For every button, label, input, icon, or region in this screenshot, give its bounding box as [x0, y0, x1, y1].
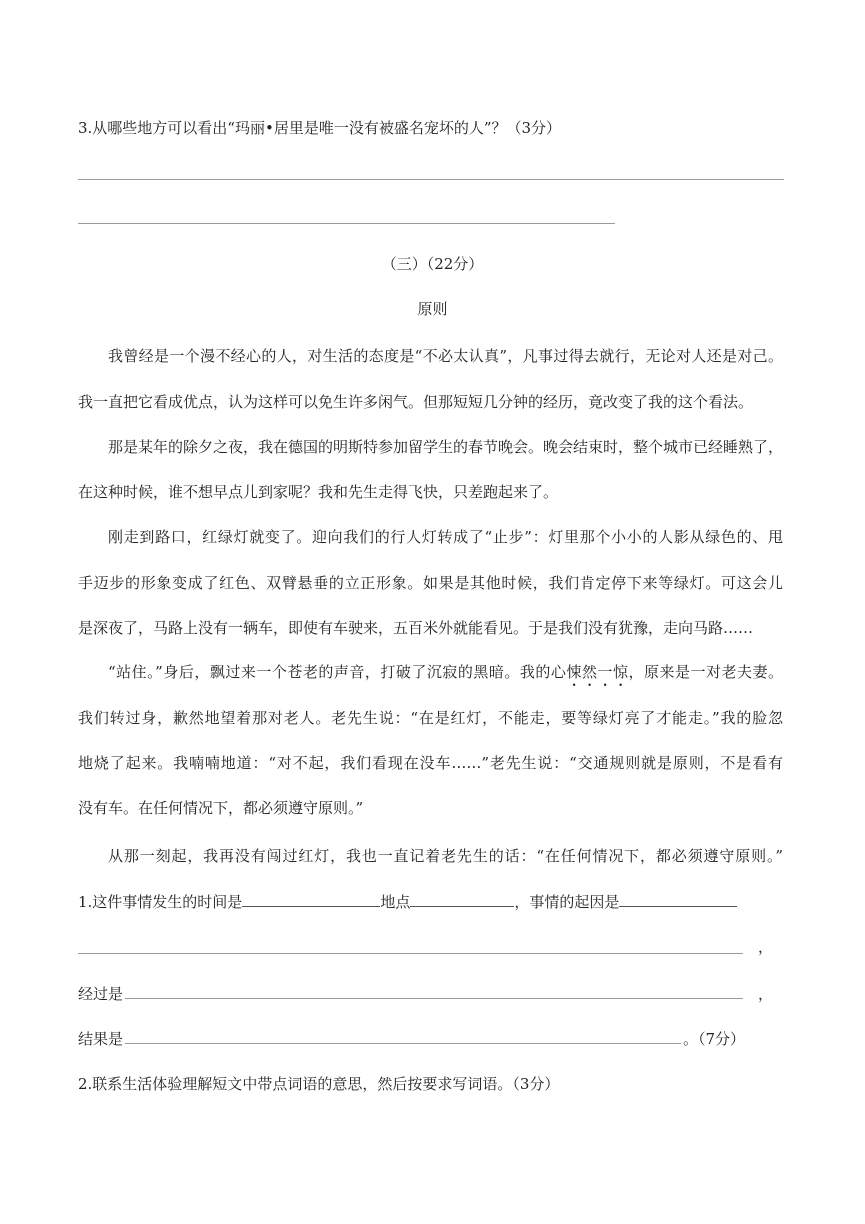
process-label: 经过是 — [78, 985, 124, 1003]
time-answer-blank[interactable] — [242, 891, 380, 907]
line-text-after: ，原来是一对老夫妻。 — [628, 663, 783, 681]
line-text-before: “站住。”身后，飘过来一个苍老的声音，打破了沉寂的黑暗。我的心 — [108, 663, 567, 681]
passage-paragraph-1-cont — [78, 392, 783, 412]
comma-mark: ， — [758, 938, 774, 956]
passage-paragraph-4-cont3 — [78, 798, 783, 818]
comma-mark: ， — [758, 985, 774, 1003]
paragraph-line: 刚走到路口，红绿灯就变了。迎向我们的行人灯转成了“止步”：灯里那个小小的人影从绿色的、甩 — [108, 528, 783, 546]
cause-label: ，事情的起因是 — [514, 893, 620, 911]
passage-paragraph-4-cont — [78, 708, 783, 728]
paragraph-line: 在这种时候，谁不想早点儿到家呢？我和先生走得飞快，只差跑起来了。 — [78, 483, 559, 501]
passage-title: 原则 — [417, 300, 448, 318]
paragraph-line: 我曾经是一个漫不经心的人，对生活的态度是“不必太认真”，凡事过得去就行，无论对人还是对己。 — [108, 347, 783, 365]
passage-paragraph-5 — [78, 846, 783, 866]
question-1-prefix: 1.这件事情发生的时间是 — [78, 893, 243, 911]
paragraph-line: 没有车。在任何情况下，都必须遵守原则。” — [78, 799, 364, 817]
dotted-word: 悚然一惊 — [566, 663, 629, 681]
passage-paragraph-2 — [78, 437, 783, 457]
passage-paragraph-2-cont — [78, 482, 783, 502]
passage-paragraph-3 — [78, 527, 783, 547]
passage-paragraph-4 — [78, 662, 783, 682]
answer-line-1[interactable] — [78, 179, 784, 180]
question-1-score: 。（7分） — [683, 1030, 746, 1048]
question-2-text: 2.联系生活体验理解短文中带点词语的意思，然后按要求写词语。（3分） — [78, 1075, 560, 1093]
paragraph-line — [78, 662, 783, 682]
paragraph-line: 是深夜了，马路上没有一辆车，即使有车驶来，五百米外就能看见。于是我们没有犹豫，走向马路…… — [78, 619, 754, 637]
place-answer-blank[interactable] — [410, 891, 514, 907]
section-heading: （三）（22分） — [381, 255, 484, 273]
cause-answer-line[interactable] — [78, 953, 743, 954]
paragraph-line: 我一直把它看成优点，认为这样可以免生许多闲气。但那短短几分钟的经历，竟改变了我的这个看法。 — [78, 393, 754, 411]
place-label: 地点 — [380, 893, 411, 911]
paragraph-line: 从那一刻起，我再没有闯过红灯，我也一直记着老先生的话：“在任何情况下，都必须遵守原则。” — [108, 847, 783, 865]
paragraph-line: 那是某年的除夕之夜，我在德国的明斯特参加留学生的春节晚会。晚会结束时，整个城市已经睡熟了， — [108, 438, 784, 456]
passage-paragraph-3-cont2 — [78, 618, 783, 638]
result-label: 结果是 — [78, 1030, 124, 1048]
passage-paragraph-4-cont2 — [78, 753, 783, 773]
question-1-line-1 — [78, 891, 737, 912]
process-answer-line[interactable] — [125, 998, 743, 999]
paragraph-line: 地烧了起来。我喃喃地道：“对不起，我们看现在没车……”老先生说：“交通规则就是原则，不是看有 — [78, 754, 783, 772]
question-3-text: 3.从哪些地方可以看出“玛丽•居里是唯一没有被盛名宠坏的人”？（3分） — [78, 119, 562, 137]
paragraph-line: 手迈步的形象变成了红色、双臂悬垂的立正形象。如果是其他时候，我们肯定停下来等绿灯。可这会儿 — [78, 574, 783, 592]
passage-paragraph-3-cont — [78, 573, 783, 593]
result-answer-line[interactable] — [125, 1043, 681, 1044]
cause-answer-blank[interactable] — [619, 891, 737, 907]
passage-paragraph-1 — [78, 346, 783, 366]
paragraph-line: 我们转过身，歉然地望着那对老人。老先生说：“在是红灯，不能走，要等绿灯亮了才能走。”我的脸忽 — [78, 709, 783, 727]
answer-line-2[interactable] — [78, 223, 615, 224]
